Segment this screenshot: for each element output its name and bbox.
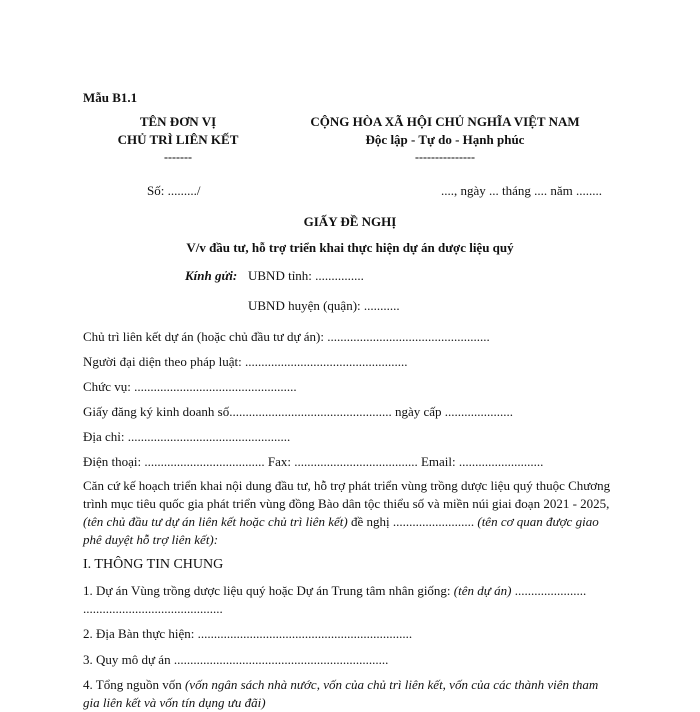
- recipient-district: UBND huyện (quận): ...........: [248, 298, 400, 313]
- org-name-line2: CHỦ TRÌ LIÊN KẾT: [117, 132, 239, 147]
- intro-italic-2: (tên cơ quan được giao phê duyệt hỗ trợ liên kết):: [83, 514, 599, 547]
- item-4-italic: (vốn ngân sách nhà nước, vốn của chủ trì liên kết, vốn của các thành viên tham gia liên kết và vốn tín dụng ưu đãi): [83, 677, 599, 710]
- org-divider: -------: [164, 150, 192, 164]
- intro-text-2: đề nghị .........................: [347, 514, 478, 529]
- document-subtitle: V/v đầu tư, hỗ trợ triển khai thực hiện dự án dược liệu quý: [186, 240, 514, 255]
- item-1: [83, 583, 586, 599]
- intro-text-1: Căn cứ kế hoạch triển khai nội dung đầu tư, hỗ trợ phát triển vùng trồng dược liệu quý thuộc Chương trình mục tiêu quốc gia phát triển vùng đồng Bào dân tộc thiểu số và miền núi giai đoạn 2021 - 2025,: [83, 478, 611, 511]
- item-2: 2. Địa Bàn thực hiện: ..................................................................: [83, 626, 413, 641]
- document-title: GIẤY ĐỀ NGHỊ: [303, 214, 397, 229]
- item-1-tail: ......................: [511, 583, 587, 598]
- national-title: CỘNG HÒA XÃ HỘI CHỦ NGHĨA VIỆT NAM: [310, 114, 580, 129]
- recipient-province: UBND tỉnh: ...............: [248, 268, 364, 283]
- field-legal-representative: Người đại diện theo pháp luật: ..................................................: [83, 354, 408, 369]
- item-4: [83, 676, 618, 712]
- document-number: Số: ........./: [147, 183, 201, 198]
- item-1-continuation: ...........................................: [83, 601, 223, 616]
- field-position: Chức vụ: ..................................................: [83, 379, 297, 394]
- form-code: Mẫu B1.1: [83, 90, 138, 105]
- date-line: ...., ngày ... tháng .... năm ........: [441, 183, 603, 198]
- section-heading: I. THÔNG TIN CHUNG: [83, 557, 224, 572]
- item-1-italic: (tên dự án): [453, 583, 512, 598]
- national-divider: ---------------: [415, 150, 475, 164]
- intro-paragraph: [83, 477, 618, 549]
- field-lead-partner: Chủ trì liên kết dự án (hoặc chủ đầu tư dự án): ..................................................: [83, 329, 490, 344]
- item-3: 3. Quy mô dự án ..................................................................: [83, 652, 389, 667]
- item-4-text: 4. Tổng nguồn vốn: [83, 677, 185, 692]
- national-motto: Độc lập - Tự do - Hạnh phúc: [365, 132, 525, 147]
- field-address: Địa chỉ: ..................................................: [83, 429, 291, 444]
- item-1-text: 1. Dự án Vùng trồng dược liệu quý hoặc Dự án Trung tâm nhân giống:: [83, 583, 454, 598]
- intro-italic-1: (tên chủ đầu tư dự án liên kết hoặc chủ trì liên kết): [83, 514, 348, 529]
- org-name-line1: TÊN ĐƠN VỊ: [139, 114, 217, 129]
- field-business-registration: Giấy đăng ký kinh doanh số.................................................. ngày cấp .....................: [83, 404, 514, 419]
- field-contact: Điện thoại: ..................................... Fax: ...................................... Email: ..........................: [83, 454, 544, 469]
- recipient-label: Kính gửi:: [185, 268, 238, 283]
